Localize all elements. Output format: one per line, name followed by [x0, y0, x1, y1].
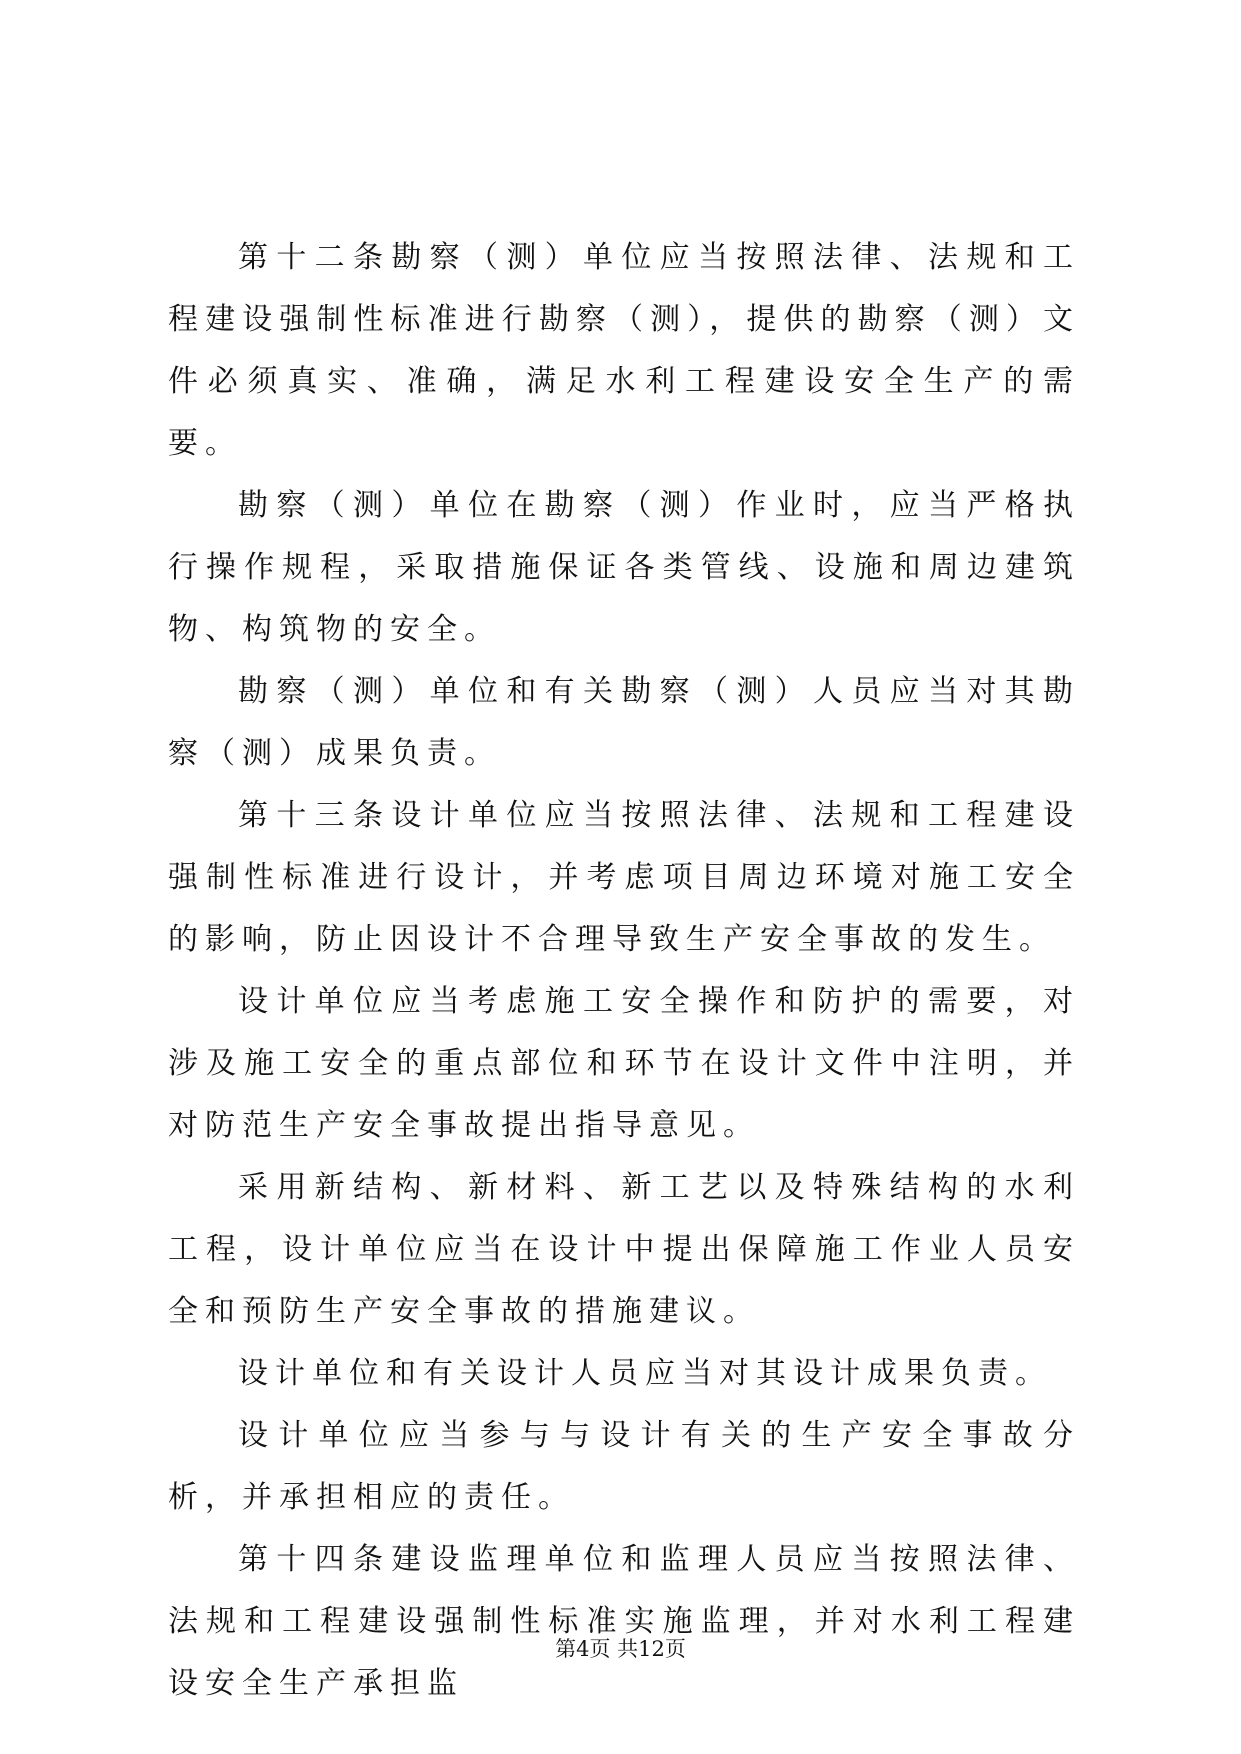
paragraph-article-13: 第十三条设计单位应当按照法律、法规和工程建设强制性标准进行设计，并考虑项目周边环境对施工安全的影响，防止因设计不合理导致生产安全事故的发生。 — [168, 798, 1080, 957]
document-body — [168, 227, 1080, 1715]
paragraph-article-12: 第十二条勘察（测）单位应当按照法律、法规和工程建设强制性标准进行勘察（测），提供的勘察（测）文件必须真实、准确，满足水利工程建设安全生产的需要。 — [168, 240, 1080, 461]
paragraph-design-responsibility: 设计单位和有关设计人员应当对其设计成果负责。 — [238, 1356, 1052, 1391]
paragraph-accident-analysis: 设计单位应当参与与设计有关的生产安全事故分析，并承担相应的责任。 — [168, 1418, 1080, 1515]
paragraph-survey-operation: 勘察（测）单位在勘察（测）作业时，应当严格执行操作规程，采取措施保证各类管线、设施和周边建筑物、构筑物的安全。 — [168, 488, 1080, 647]
page-footer: 第4页 共12页 — [555, 1637, 686, 1661]
paragraph-new-structures: 采用新结构、新材料、新工艺以及特殊结构的水利工程，设计单位应当在设计中提出保障施工作业人员安全和预防生产安全事故的措施建议。 — [168, 1170, 1080, 1329]
paragraph-article-14: 第十四条建设监理单位和监理人员应当按照法律、法规和工程建设强制性标准实施监理，并对水利工程建设安全生产承担监 — [168, 1542, 1080, 1701]
paragraph-design-safety: 设计单位应当考虑施工安全操作和防护的需要，对涉及施工安全的重点部位和环节在设计文件中注明，并对防范生产安全事故提出指导意见。 — [168, 984, 1080, 1143]
paragraph-survey-responsibility: 勘察（测）单位和有关勘察（测）人员应当对其勘察（测）成果负责。 — [168, 674, 1080, 771]
